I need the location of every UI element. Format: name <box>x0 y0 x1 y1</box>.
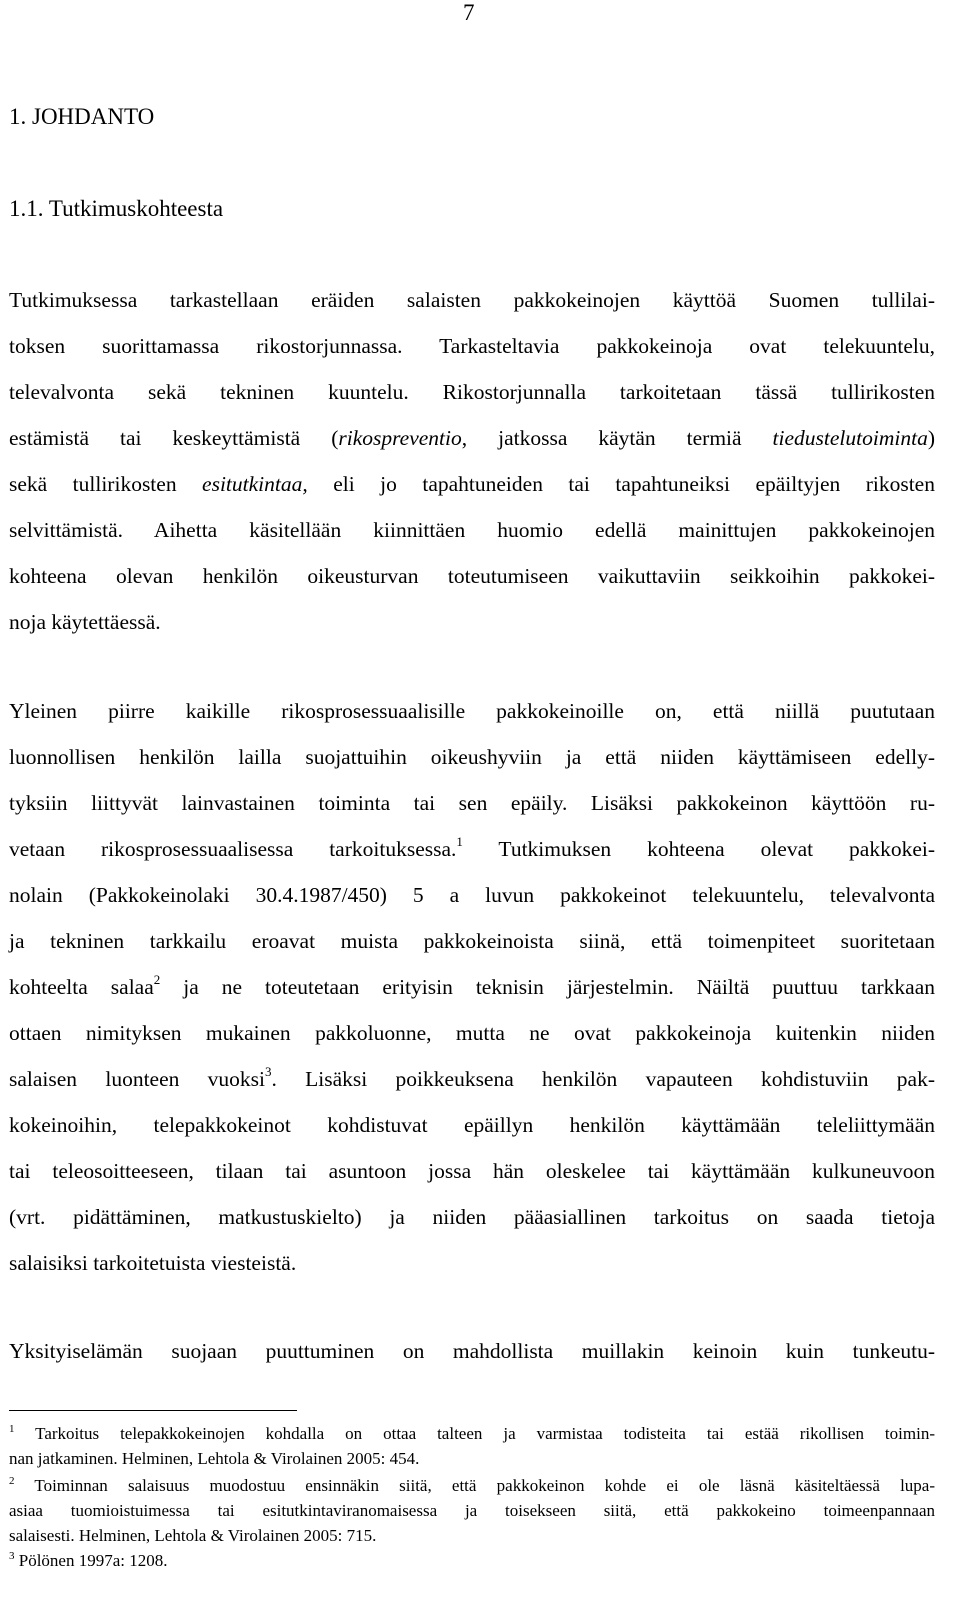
text-line: Yleinen piirre kaikille rikosprosessuaalisille pakkokeinoille on, että niillä puututaan <box>9 699 935 723</box>
footnote-number: 1 <box>9 1423 15 1435</box>
footnote-ref: 1 <box>456 834 463 849</box>
footnote-ref: 3 <box>265 1064 272 1079</box>
text-line: kohteena olevan henkilön oikeusturvan toteutumiseen vaikuttaviin seikkoihin pakkokei- <box>9 564 935 588</box>
text-line: noja käytettäessä. <box>9 610 161 634</box>
footnote-number: 3 <box>9 1550 15 1562</box>
text-line <box>9 1064 935 1094</box>
text-run: Tutkimuksen kohteena olevat pakkokei- <box>462 837 936 861</box>
text-run: Tarkoitus telepakkokeinojen kohdalla on ottaa talteen ja varmistaa todisteita tai estää rikollisen toimin- <box>14 1424 935 1443</box>
footnote-number: 2 <box>9 1475 15 1487</box>
text-run: Toiminnan salaisuus muodostuu ensinnäkin siitä, että pakkokeinon kohde ei ole läsnä käsiteltäessä lupa- <box>14 1476 935 1495</box>
text-line <box>9 972 935 1002</box>
text-run: sekä tullirikosten <box>9 472 203 496</box>
footnote-line <box>9 1550 168 1574</box>
italic-term: tiedustelutoiminta <box>772 426 928 450</box>
text-line: luonnollisen henkilön lailla suojattuihin oikeushyviin ja että niiden käyttämiseen edelly- <box>9 745 935 769</box>
text-line: ja tekninen tarkkailu eroavat muista pakkokeinoista siinä, että toimenpiteet suoritetaan <box>9 929 935 953</box>
text-line: televalvonta sekä tekninen kuuntelu. Rikostorjunnalla tarkoitetaan tässä tullirikosten <box>9 380 935 404</box>
footnote-line <box>9 1423 935 1447</box>
text-run: . Lisäksi poikkeuksena henkilön vapauteen kohdistuviin pak- <box>271 1067 935 1091</box>
footnote-line: salaisesti. Helminen, Lehtola & Virolainen 2005: 715. <box>9 1526 377 1545</box>
text-line <box>9 423 935 453</box>
text-line: tai teleosoitteeseen, tilaan tai asuntoon jossa hän oleskelee tai käyttämään kulkuneuvoon <box>9 1159 935 1183</box>
text-run: Pölönen 1997a: 1208. <box>14 1551 168 1570</box>
footnote-ref: 2 <box>153 972 161 987</box>
text-line: Tutkimuksessa tarkastellaan eräiden salaisten pakkokeinojen käyttöä Suomen tullilai- <box>9 288 935 312</box>
text-line <box>9 834 935 864</box>
text-run: salaisen luonteen vuoksi <box>9 1067 265 1091</box>
footnote-line: asiaa tuomioistuimessa tai esitutkintaviranomaisessa ja toisekseen siitä, että pakkokeino toimeenpannaan <box>9 1501 935 1520</box>
text-run: , jatkossa käytän termiä <box>461 426 773 450</box>
text-run: vetaan rikosprosessuaalisessa tarkoituksessa. <box>9 837 457 861</box>
page-number: 7 <box>463 0 475 25</box>
text-run: eli jo tapahtuneiden tai tapahtuneiksi epäiltyjen rikosten <box>307 472 935 496</box>
text-run: kohteelta salaa <box>9 975 154 999</box>
footnote-line: nan jatkaminen. Helminen, Lehtola & Virolainen 2005: 454. <box>9 1449 420 1468</box>
text-line: salaisiksi tarkoitetuista viesteistä. <box>9 1251 297 1275</box>
text-run: ) <box>927 426 935 450</box>
text-line <box>9 469 935 499</box>
text-line: kokeinoihin, telepakkokeinot kohdistuvat epäillyn henkilön käyttämään teleliittymään <box>9 1113 935 1137</box>
text-line: (vrt. pidättäminen, matkustuskielto) ja niiden pääasiallinen tarkoitus on saada tietoja <box>9 1205 935 1229</box>
text-line: Yksityiselämän suojaan puuttuminen on mahdollista muillakin keinoin kuin tunkeutu- <box>9 1339 935 1363</box>
italic-term: esitutkintaa, <box>202 472 308 496</box>
text-line: ottaen nimityksen mukainen pakkoluonne, mutta ne ovat pakkokeinoja kuitenkin niiden <box>9 1021 935 1045</box>
text-line: tyksiin liittyvät lainvastainen toiminta tai sen epäily. Lisäksi pakkokeinon käyttöön ru- <box>9 791 935 815</box>
text-line: toksen suorittamassa rikostorjunnassa. Tarkasteltavia pakkokeinoja ovat telekuuntelu, <box>9 334 935 358</box>
footnote-line <box>9 1475 935 1499</box>
chapter-heading: 1. JOHDANTO <box>9 104 155 129</box>
text-line: selvittämistä. Aihetta käsitellään kiinnittäen huomio edellä mainittujen pakkokeinojen <box>9 518 935 542</box>
section-heading: 1.1. Tutkimuskohteesta <box>9 196 224 221</box>
italic-term: rikospreventio <box>338 426 462 450</box>
text-line: nolain (Pakkokeinolaki 30.4.1987/450) 5 a luvun pakkokeinot telekuuntelu, televalvonta <box>9 883 935 907</box>
footnote-separator <box>9 1410 297 1411</box>
text-run: estämistä tai keskeyttämistä ( <box>9 426 339 450</box>
text-run: ja ne toteutetaan erityisin teknisin järjestelmin. Näiltä puuttuu tarkkaan <box>160 975 935 999</box>
